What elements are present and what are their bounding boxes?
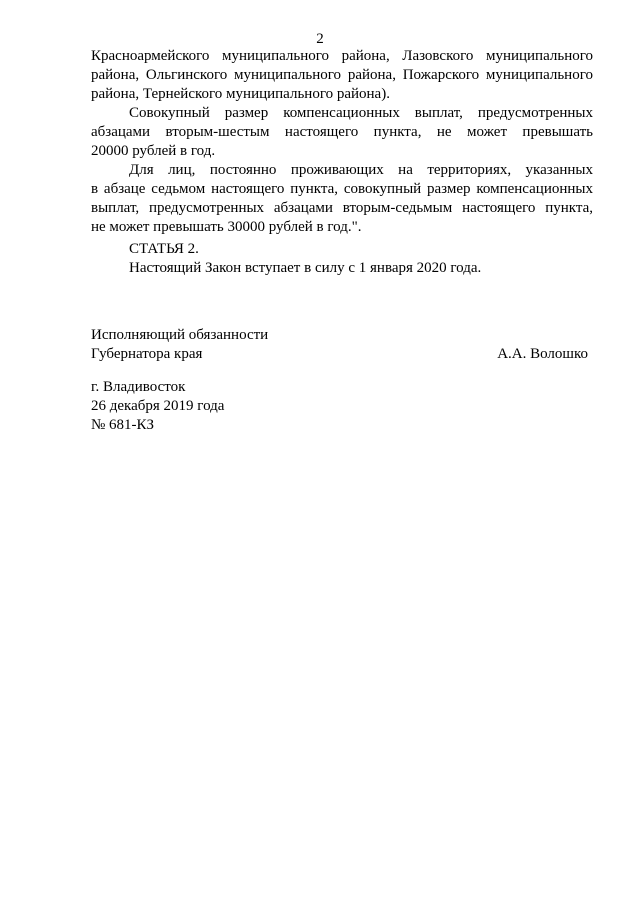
text-line: Красноармейского муниципального района, Лазовского муниципального	[91, 48, 593, 64]
page-number: 2	[316, 31, 324, 47]
signatory-name: А.А. Волошко	[497, 346, 588, 362]
document-date: 26 декабря 2019 года	[91, 398, 225, 414]
text-line: Совокупный размер компенсационных выплат, предусмотренных	[129, 105, 593, 121]
document-footer	[91, 378, 224, 435]
paragraph-residents-compensation	[91, 161, 593, 237]
text-line: 20000 рублей в год.	[91, 143, 216, 159]
text-line: в абзаце седьмом настоящего пункта, совокупный размер компенсационных	[91, 181, 593, 197]
signature-block	[91, 326, 588, 364]
text-line: выплат, предусмотренных абзацами вторым-седьмым настоящего пункта,	[91, 200, 593, 216]
signatory-title-line2: Губернатора края	[91, 346, 203, 362]
law-text-body	[91, 47, 593, 237]
text-line: не может превышать 30000 рублей в год.".	[91, 219, 362, 235]
text-line: района, Тернейского муниципального района).	[91, 86, 390, 102]
text-line: района, Ольгинского муниципального района, Пожарского муниципального	[91, 67, 593, 83]
signature-row	[91, 345, 588, 364]
paragraph-district-list	[91, 47, 593, 104]
article-2	[129, 240, 481, 278]
article-text: Настоящий Закон вступает в силу с 1 января 2020 года.	[129, 260, 482, 276]
article-heading: СТАТЬЯ 2.	[129, 241, 199, 257]
signatory-title-line1: Исполняющий обязанности	[91, 327, 269, 343]
document-number: № 681-КЗ	[91, 417, 155, 433]
paragraph-total-compensation	[91, 104, 593, 161]
text-line: Для лиц, постоянно проживающих на территориях, указанных	[129, 162, 593, 178]
document-city: г. Владивосток	[91, 379, 186, 395]
text-line: абзацами вторым-шестым настоящего пункта, не может превышать	[91, 124, 593, 140]
